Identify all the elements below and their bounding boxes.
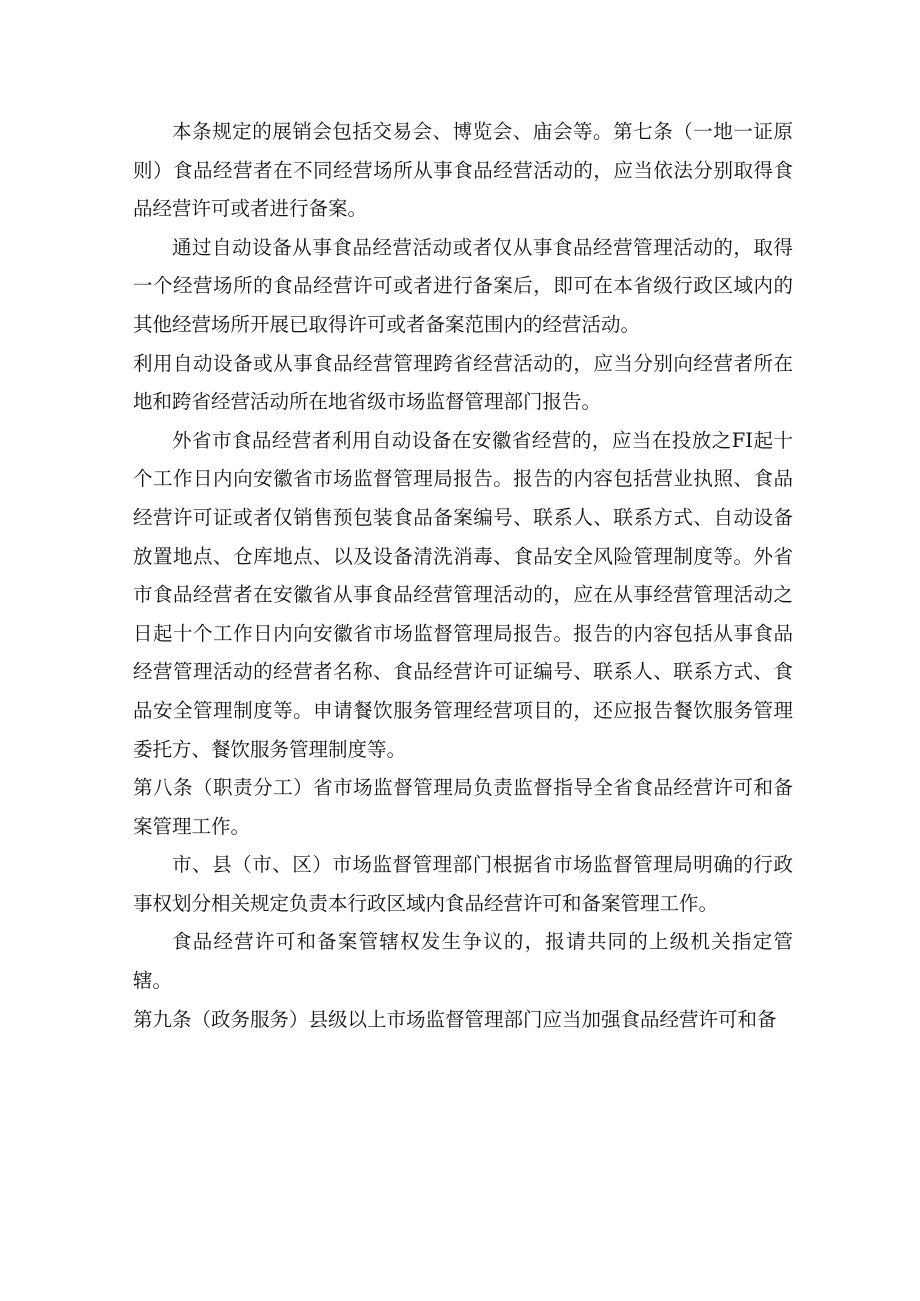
paragraph-7: 食品经营许可和备案管辖权发生争议的，报请共同的上级机关指定管辖。 bbox=[133, 930, 793, 993]
paragraph-1: 本条规定的展销会包括交易会、博览会、庙会等。第七条（一地一证原则）食品经营者在不同经营场所从事食品经营活动的，应当依法分别取得食品经营许可或者进行备案。 bbox=[133, 120, 793, 221]
paragraph-6: 市、县（市、区）市场监督管理部门根据省市场监督管理局明确的行政事权划分相关规定负责本行政区域内食品经营许可和备案管理工作。 bbox=[133, 853, 793, 915]
paragraph-4: 外省市食品经营者利用自动设备在安徽省经营的，应当在投放之FI起十个工作日内向安徽省市场监督管理局报告。报告的内容包括营业执照、食品经营许可证或者仅销售预包装食品备案编号、联系人、联系方式、自动设备放置地点、仓库地点、以及设备清洗消毒、食品安全风险管理制度等。外省市食品经营者在安徽省从事食品经营管理活动的，应在从事经营管理活动之日起十个工作日内向安徽省市场监督管理局报告。报告的内容包括从事食品经营管理活动的经营者名称、食品经营许可证编号、联系人、联系方式、食品安全管理制度等。申请餐饮服务管理经营项目的，还应报告餐饮服务管理委托方、餐饮服务管理制度等。 bbox=[133, 428, 793, 761]
article-9-paragraph: 第九条（政务服务）县级以上市场监督管理部门应当加强食品经营许可和备 bbox=[133, 1007, 777, 1031]
article-8-paragraph: 第八条（职责分工）省市场监督管理局负责监督指导全省食品经营许可和备案管理工作。 bbox=[133, 776, 793, 838]
document-body bbox=[133, 113, 793, 1039]
paragraph-3: 利用自动设备或从事食品经营管理跨省经营活动的，应当分别向经营者所在地和跨省经营活动所在地省级市场监督管理部门报告。 bbox=[133, 351, 793, 414]
paragraph-2: 通过自动设备从事食品经营活动或者仅从事食品经营管理活动的，取得一个经营场所的食品经营许可或者进行备案后，即可在本省级行政区域内的其他经营场所开展已取得许可或者备案范围内的经营活动。 bbox=[133, 235, 793, 336]
